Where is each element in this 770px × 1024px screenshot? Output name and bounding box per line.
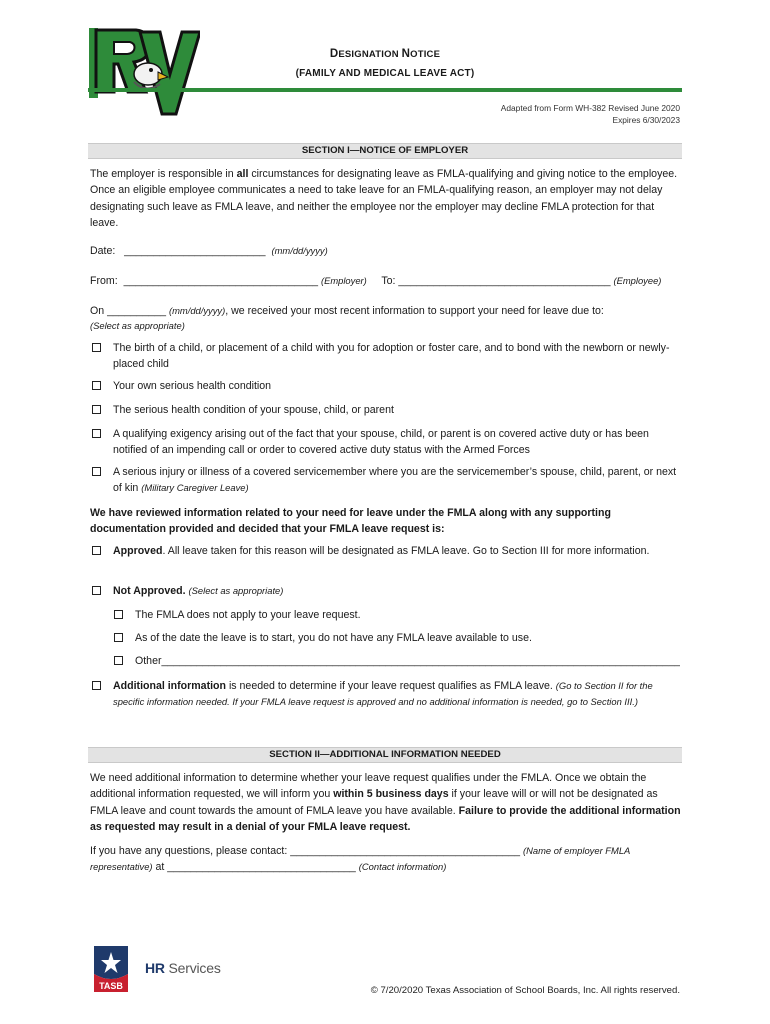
other-checkbox[interactable]	[114, 656, 123, 665]
approved-checkbox[interactable]	[92, 546, 101, 555]
tasb-logo: TASB	[90, 944, 132, 994]
form-source-note: Adapted from Form WH-382 Revised June 2020 Expires 6/30/2023	[500, 103, 680, 125]
employer-field[interactable]: _________________________________	[123, 275, 318, 287]
intro-paragraph: The employer is responsible in all circumstances for designating leave as FMLA-qualifying and giving notice to the employee. Once an eligible employee communicates a need to take leave for an FMLA-qualifying reason, an employer may not delay designating such leave as FMLA leave, and neither the employee nor the employer may decline FMLA protection for that leave.	[90, 168, 678, 229]
section-2-paragraph: We need additional information to determine whether your leave request qualifies under the FMLA. Once we obtain the additional information requested, we will inform you within 5 business days if your leave will or will not be designated as FMLA leave and count towards the amount of FMLA leave you have available. Failure to provide the additional information as requested may result in a denial of your FMLA leave request.	[90, 772, 681, 833]
copyright: © 7/20/2020 Texas Association of School Boards, Inc. All rights reserved.	[370, 985, 680, 996]
not-approved-checkbox[interactable]	[92, 586, 101, 595]
contact-info-field[interactable]: ________________________________	[167, 861, 356, 874]
hr-services-logo: HR Services	[145, 960, 221, 976]
reason-caregiver-label: A serious injury or illness of a covered servicemember where you are the servicemember’s spouse, child, parent, or next of kin (Military Caregiver Leave)	[113, 466, 677, 495]
school-logo	[88, 22, 200, 120]
received-line: On __________ (mm/dd/yyyy), we received your most recent information to support your need for leave due to:	[90, 305, 604, 317]
date-field[interactable]: ________________________	[124, 245, 266, 257]
approved-label: Approved. All leave taken for this reason will be designated as FMLA leave. Go to Section III for more information.	[113, 545, 650, 557]
reason-exigency-label: A qualifying exigency arising out of the fact that your spouse, child, or parent is on covered active duty or has been notified of an impending call or order to covered active duty status with the Armed Forces	[113, 428, 649, 457]
section-2-heading: SECTION II—ADDITIONAL INFORMATION NEEDED	[88, 747, 682, 763]
reason-exigency-checkbox[interactable]	[92, 429, 101, 438]
select-hint: (Select as appropriate)	[90, 320, 185, 331]
reviewed-statement: We have reviewed information related to your need for leave under the FMLA along with any supporting documentation provided and decided that your FMLA leave request is:	[90, 507, 611, 536]
fmla-not-apply-label: The FMLA does not apply to your leave request.	[135, 609, 361, 621]
other-field[interactable]: ________________________________________________________________________________________	[161, 655, 680, 667]
contact-name-field[interactable]: _______________________________________	[290, 845, 521, 857]
reason-birth-label: The birth of a child, or placement of a child with you for adoption or foster care, and to bond with the newborn or newly-placed child	[113, 342, 670, 371]
fmla-not-apply-checkbox[interactable]	[114, 610, 123, 619]
additional-info-label: Additional information is needed to determine if your leave request qualifies as FMLA leave. (Go to Section II for the specific information needed. If your FMLA leave request is approved and no additional information is needed, go to Section III.)	[113, 680, 653, 708]
date-line: Date: ________________________ (mm/dd/yyyy)	[90, 245, 328, 257]
received-date-field[interactable]: __________	[107, 305, 167, 317]
employee-field[interactable]: ____________________________________	[398, 275, 611, 287]
header-rule	[88, 88, 682, 92]
not-approved-label: Not Approved. (Select as appropriate)	[113, 585, 284, 597]
reason-caregiver-checkbox[interactable]	[92, 467, 101, 476]
additional-info-checkbox[interactable]	[92, 681, 101, 690]
no-leave-available-label: As of the date the leave is to start, you do not have any FMLA leave available to use.	[135, 632, 532, 644]
contact-line: If you have any questions, please contact: _______________________________________ (Name of employer FMLA representative) at ________________________________ (Contact information)	[90, 845, 630, 874]
other-line: Other________________________________________________________________________________________	[135, 655, 680, 667]
reason-family-health-label: The serious health condition of your spouse, child, or parent	[113, 404, 394, 416]
reason-family-health-checkbox[interactable]	[92, 405, 101, 414]
document-title: DESIGNATION NOTICE (FAMILY AND MEDICAL LEAVE ACT)	[295, 48, 475, 79]
reason-own-health-checkbox[interactable]	[92, 381, 101, 390]
no-leave-available-checkbox[interactable]	[114, 633, 123, 642]
reason-birth-checkbox[interactable]	[92, 343, 101, 352]
from-to-line: From: _________________________________ (Employer) To: ____________________________________ (Employee)	[90, 275, 662, 287]
reason-own-health-label: Your own serious health condition	[113, 380, 272, 392]
section-1-heading: SECTION I—NOTICE OF EMPLOYER	[88, 143, 682, 159]
